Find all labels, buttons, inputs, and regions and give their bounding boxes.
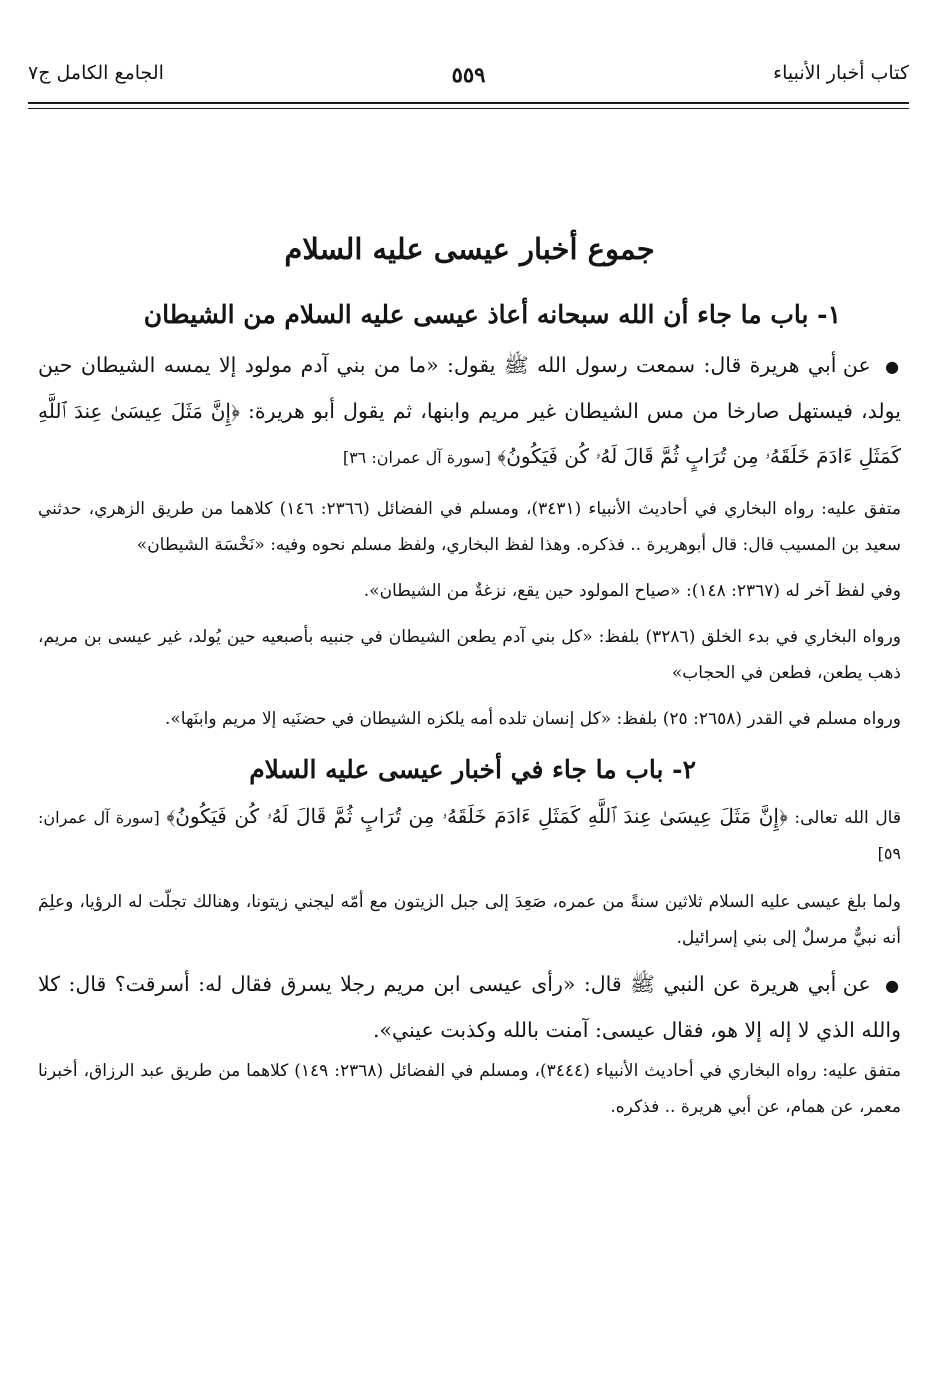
page-number: ٥٥٩ bbox=[451, 62, 486, 87]
header-rule-thin bbox=[28, 108, 909, 109]
verse-intro: قال الله تعالى: bbox=[794, 808, 901, 828]
hadith-1 bbox=[38, 343, 901, 479]
takhrij-1: متفق عليه: رواه البخاري في أحاديث الأنبياء (٣٤٣١)، ومسلم في الفضائل (٢٣٦٦: ١٤٦) كلاهما من طريق الزهري، حدثني سعيد بن المسيب قال: قال أبوهريرة .. فذكره. وهذا لفظ البخاري، ولفظ مسلم نحوه وفيه: «نَخْسَة الشيطان» bbox=[38, 499, 901, 555]
quran-verse-2: ﴿إِنَّ مَثَلَ عِيسَىٰ عِندَ ٱللَّهِ كَمَثَلِ ءَادَمَ خَلَقَهُۥ مِن تُرَابٍ ثُمَّ قَالَ لَهُۥ كُن فَيَكُونُ﴾ bbox=[166, 804, 788, 828]
main-title: جموع أخبار عيسى عليه السلام bbox=[284, 232, 655, 266]
takhrij-4: ورواه مسلم في القدر (٢٦٥٨: ٢٥) بلفظ: «كل إنسان تلده أمه يلكزه الشيطان في حضنَيه إلا مريم وابنَها». bbox=[164, 709, 901, 729]
verse-reference-2: [سورة آل عمران: ٥٩] bbox=[38, 808, 901, 863]
verse-reference: [سورة آل عمران: ٣٦] bbox=[342, 448, 491, 467]
hadith-2-text: عن أبي هريرة عن النبي ﷺ قال: «رأى عيسى ابن مريم رجلا يسرق فقال له: أسرقت؟ قال: كلا والله الذي لا إله إلا هو، فقال عيسى: آمنت بالله وكذبت عيني». bbox=[38, 972, 901, 1042]
quran-verse: ﴿إِنَّ مَثَلَ عِيسَىٰ عِندَ ٱللَّهِ كَمَثَلِ ءَادَمَ خَلَقَهُۥ مِن تُرَابٍ ثُمَّ قَالَ لَهُۥ كُن فَيَكُونُ﴾ bbox=[38, 399, 901, 468]
verse-paragraph bbox=[38, 798, 901, 872]
takhrij-3: ورواه البخاري في بدء الخلق (٣٢٨٦) بلفظ: «كل بني آدم يطعن الشيطان في جنبيه بأصبعيه حين يُولد، غير عيسى بن مريم، ذهب يطعن، فطعن في الحجاب» bbox=[38, 627, 901, 683]
bullet-icon: ● bbox=[885, 357, 901, 376]
chapter-2-title: ٢- باب ما جاء في أخبار عيسى عليه السلام bbox=[249, 755, 696, 784]
page-header bbox=[28, 62, 909, 96]
header-rule-thick bbox=[28, 102, 909, 104]
takhrij-5: متفق عليه: رواه البخاري في أحاديث الأنبياء (٣٤٤٤)، ومسلم في الفضائل (٢٣٦٨: ١٤٩) كلاهما من طريق عبد الرزاق، أخبرنا معمر، عن همام، عن أبي هريرة .. فذكره. bbox=[38, 1061, 901, 1117]
hadith-2 bbox=[38, 962, 901, 1053]
takhrij-2: وفي لفظ آخر له (٢٣٦٧: ١٤٨): «صياح المولود حين يقع، نزغةٌ من الشيطان». bbox=[363, 581, 901, 601]
hadith-1-text: عن أبي هريرة قال: سمعت رسول الله ﷺ يقول: «ما من بني آدم مولود إلا يمسه الشيطان حين يولد، فيستهل صارخا من مس الشيطان غير مريم وابنها، ثم يقول أبو هريرة: bbox=[38, 353, 901, 423]
volume-title: الجامع الكامل ج٧ bbox=[28, 62, 164, 84]
book-title: كتاب أخبار الأنبياء bbox=[773, 62, 909, 84]
page-content bbox=[38, 232, 901, 1125]
chapter-1-title: ١- باب ما جاء أن الله سبحانه أعاذ عيسى عليه السلام من الشيطان bbox=[143, 300, 841, 329]
narrative-paragraph: ولما بلغ عيسى عليه السلام ثلاثين سنةً من عمره، صَعِدَ إلى جبل الزيتون مع أمّه ليجني زيتونا، وهنالك تجلّت له الرؤيا، وعلِمَ أنه نبيٌّ مرسلٌ إلى بني إسرائيل. bbox=[38, 892, 901, 948]
bullet-icon-2: ● bbox=[885, 976, 901, 995]
